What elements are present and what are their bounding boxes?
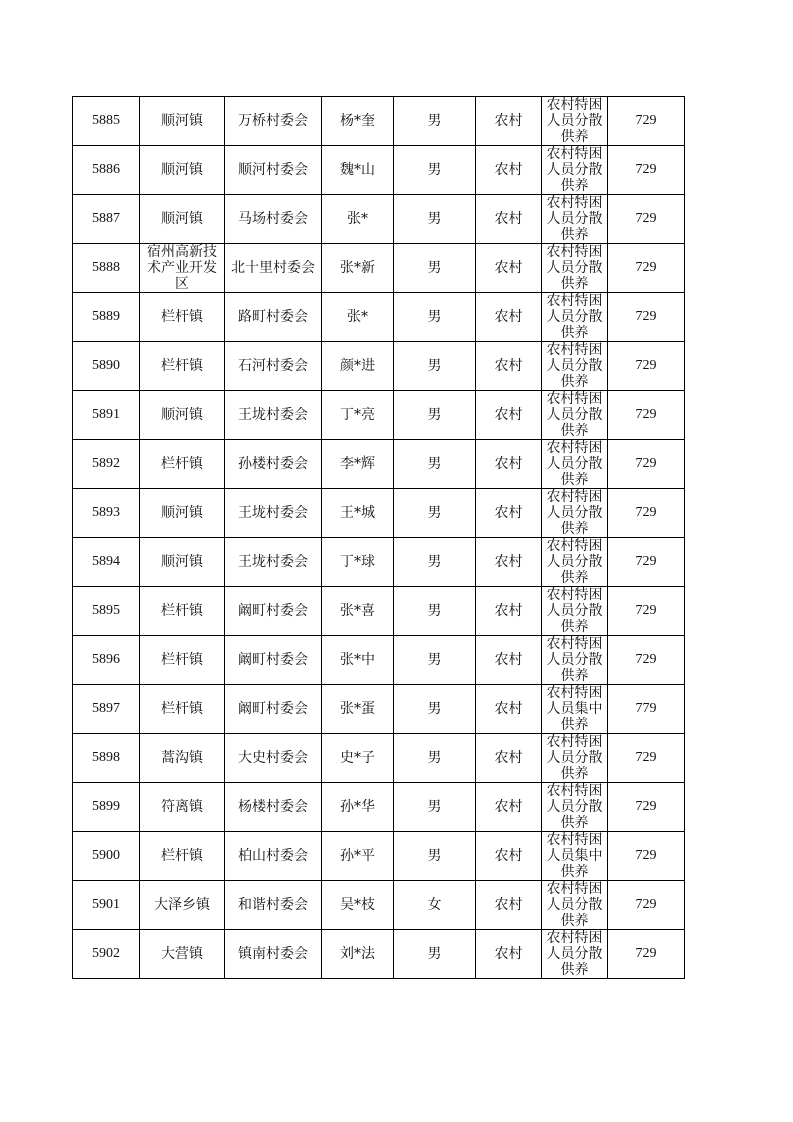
cell-town-text: 栏杆镇 xyxy=(161,309,203,325)
cell-person-name: 丁*球 xyxy=(322,538,394,587)
cell-gender: 男 xyxy=(394,832,476,881)
cell-gender: 男 xyxy=(394,685,476,734)
cell-area-type: 农村 xyxy=(476,587,542,636)
cell-serial-number: 5900 xyxy=(73,832,140,881)
cell-amount: 729 xyxy=(608,881,685,930)
cell-gender: 男 xyxy=(394,587,476,636)
cell-gender: 男 xyxy=(394,489,476,538)
cell-village: 杨楼村委会 xyxy=(225,783,322,832)
cell-town-text: 顺河镇 xyxy=(161,407,203,423)
table-row xyxy=(73,391,685,440)
cell-area-type: 农村 xyxy=(476,195,542,244)
cell-town-text: 顺河镇 xyxy=(161,113,203,129)
cell-village: 镇南村委会 xyxy=(225,930,322,979)
cell-gender: 男 xyxy=(394,342,476,391)
cell-village: 路町村委会 xyxy=(225,293,322,342)
cell-person-name: 张*蛋 xyxy=(322,685,394,734)
cell-village: 顺河村委会 xyxy=(225,146,322,195)
cell-support-category-text: 农村特困人员分散供养 xyxy=(546,734,603,782)
cell-support-category-text: 农村特困人员分散供养 xyxy=(546,587,603,635)
cell-person-name: 魏*山 xyxy=(322,146,394,195)
cell-town xyxy=(140,538,225,587)
cell-town xyxy=(140,146,225,195)
cell-amount: 729 xyxy=(608,97,685,146)
cell-town xyxy=(140,97,225,146)
table-row xyxy=(73,97,685,146)
cell-gender: 男 xyxy=(394,538,476,587)
cell-support-category-text: 农村特困人员分散供养 xyxy=(546,538,603,586)
cell-village: 石河村委会 xyxy=(225,342,322,391)
cell-support-category-text: 农村特困人员分散供养 xyxy=(546,342,603,390)
cell-town xyxy=(140,930,225,979)
cell-support-category xyxy=(542,440,608,489)
cell-town-text: 栏杆镇 xyxy=(161,701,203,717)
table-row xyxy=(73,146,685,195)
cell-support-category xyxy=(542,97,608,146)
cell-gender: 男 xyxy=(394,244,476,293)
cell-area-type: 农村 xyxy=(476,783,542,832)
cell-person-name: 杨*奎 xyxy=(322,97,394,146)
cell-gender: 男 xyxy=(394,146,476,195)
cell-town-text: 蒿沟镇 xyxy=(161,750,203,766)
cell-area-type: 农村 xyxy=(476,97,542,146)
cell-amount: 729 xyxy=(608,538,685,587)
cell-gender: 男 xyxy=(394,636,476,685)
cell-person-name: 丁*亮 xyxy=(322,391,394,440)
cell-town xyxy=(140,195,225,244)
cell-support-category-text: 农村特困人员分散供养 xyxy=(546,244,603,292)
cell-town xyxy=(140,685,225,734)
cell-village: 阚町村委会 xyxy=(225,636,322,685)
cell-support-category xyxy=(542,391,608,440)
cell-area-type: 农村 xyxy=(476,391,542,440)
cell-support-category xyxy=(542,685,608,734)
cell-amount: 729 xyxy=(608,342,685,391)
cell-person-name: 史*子 xyxy=(322,734,394,783)
cell-support-category xyxy=(542,244,608,293)
cell-amount: 729 xyxy=(608,587,685,636)
cell-support-category xyxy=(542,293,608,342)
cell-person-name: 孙*平 xyxy=(322,832,394,881)
cell-support-category xyxy=(542,881,608,930)
cell-area-type: 农村 xyxy=(476,734,542,783)
cell-amount: 729 xyxy=(608,783,685,832)
cell-gender: 女 xyxy=(394,881,476,930)
cell-town xyxy=(140,587,225,636)
cell-amount: 729 xyxy=(608,244,685,293)
cell-area-type: 农村 xyxy=(476,440,542,489)
cell-serial-number: 5902 xyxy=(73,930,140,979)
table-row xyxy=(73,538,685,587)
cell-town-text: 栏杆镇 xyxy=(161,848,203,864)
cell-person-name: 吴*枝 xyxy=(322,881,394,930)
cell-person-name: 刘*法 xyxy=(322,930,394,979)
cell-support-category-text: 农村特困人员分散供养 xyxy=(546,636,603,684)
cell-village: 阚町村委会 xyxy=(225,587,322,636)
cell-village: 阚町村委会 xyxy=(225,685,322,734)
cell-support-category xyxy=(542,489,608,538)
cell-person-name: 李*辉 xyxy=(322,440,394,489)
cell-serial-number: 5888 xyxy=(73,244,140,293)
cell-serial-number: 5890 xyxy=(73,342,140,391)
cell-support-category-text: 农村特困人员分散供养 xyxy=(546,783,603,831)
cell-town-text: 顺河镇 xyxy=(161,505,203,521)
cell-town-text: 顺河镇 xyxy=(161,211,203,227)
cell-support-category xyxy=(542,832,608,881)
cell-town-text: 顺河镇 xyxy=(161,554,203,570)
cell-town xyxy=(140,636,225,685)
cell-village: 北十里村委会 xyxy=(225,244,322,293)
table-row xyxy=(73,930,685,979)
cell-support-category xyxy=(542,342,608,391)
cell-gender: 男 xyxy=(394,734,476,783)
cell-town-text: 栏杆镇 xyxy=(161,652,203,668)
cell-gender: 男 xyxy=(394,97,476,146)
cell-support-category-text: 农村特困人员集中供养 xyxy=(546,832,603,880)
cell-serial-number: 5893 xyxy=(73,489,140,538)
cell-serial-number: 5889 xyxy=(73,293,140,342)
cell-area-type: 农村 xyxy=(476,489,542,538)
cell-town xyxy=(140,440,225,489)
cell-support-category-text: 农村特困人员分散供养 xyxy=(546,930,603,978)
cell-town-text: 顺河镇 xyxy=(161,162,203,178)
cell-support-category-text: 农村特困人员分散供养 xyxy=(546,146,603,194)
cell-gender: 男 xyxy=(394,930,476,979)
cell-village: 孙楼村委会 xyxy=(225,440,322,489)
cell-village: 王垅村委会 xyxy=(225,489,322,538)
cell-village: 和谐村委会 xyxy=(225,881,322,930)
cell-amount: 729 xyxy=(608,440,685,489)
cell-gender: 男 xyxy=(394,293,476,342)
cell-town xyxy=(140,783,225,832)
cell-area-type: 农村 xyxy=(476,636,542,685)
cell-serial-number: 5901 xyxy=(73,881,140,930)
cell-support-category-text: 农村特困人员分散供养 xyxy=(546,391,603,439)
cell-town-text: 栏杆镇 xyxy=(161,603,203,619)
cell-support-category-text: 农村特困人员集中供养 xyxy=(546,685,603,733)
table-row xyxy=(73,685,685,734)
cell-person-name: 张*喜 xyxy=(322,587,394,636)
cell-serial-number: 5892 xyxy=(73,440,140,489)
cell-support-category-text: 农村特困人员分散供养 xyxy=(546,440,603,488)
cell-amount: 729 xyxy=(608,146,685,195)
cell-town xyxy=(140,734,225,783)
cell-town-text: 大营镇 xyxy=(161,946,203,962)
cell-person-name: 张* xyxy=(322,195,394,244)
cell-amount: 729 xyxy=(608,832,685,881)
cell-serial-number: 5886 xyxy=(73,146,140,195)
cell-town-text: 栏杆镇 xyxy=(161,456,203,472)
cell-amount: 779 xyxy=(608,685,685,734)
cell-town xyxy=(140,391,225,440)
cell-support-category xyxy=(542,146,608,195)
cell-serial-number: 5899 xyxy=(73,783,140,832)
cell-serial-number: 5898 xyxy=(73,734,140,783)
cell-area-type: 农村 xyxy=(476,342,542,391)
cell-serial-number: 5896 xyxy=(73,636,140,685)
data-table xyxy=(72,96,685,979)
cell-person-name: 张*中 xyxy=(322,636,394,685)
cell-area-type: 农村 xyxy=(476,881,542,930)
cell-area-type: 农村 xyxy=(476,293,542,342)
table-row xyxy=(73,489,685,538)
cell-area-type: 农村 xyxy=(476,244,542,293)
cell-village: 王垅村委会 xyxy=(225,391,322,440)
cell-amount: 729 xyxy=(608,293,685,342)
cell-support-category-text: 农村特困人员分散供养 xyxy=(546,881,603,929)
cell-town xyxy=(140,489,225,538)
cell-support-category xyxy=(542,930,608,979)
cell-amount: 729 xyxy=(608,195,685,244)
cell-serial-number: 5885 xyxy=(73,97,140,146)
cell-support-category xyxy=(542,587,608,636)
cell-support-category-text: 农村特困人员分散供养 xyxy=(546,489,603,537)
cell-gender: 男 xyxy=(394,195,476,244)
cell-person-name: 张* xyxy=(322,293,394,342)
cell-village: 万桥村委会 xyxy=(225,97,322,146)
cell-serial-number: 5891 xyxy=(73,391,140,440)
table-row xyxy=(73,195,685,244)
cell-village: 马场村委会 xyxy=(225,195,322,244)
cell-amount: 729 xyxy=(608,930,685,979)
cell-town-text: 宿州高新技术产业开发区 xyxy=(147,244,217,292)
cell-support-category xyxy=(542,636,608,685)
cell-support-category-text: 农村特困人员分散供养 xyxy=(546,293,603,341)
cell-amount: 729 xyxy=(608,734,685,783)
data-table-container xyxy=(72,96,685,979)
cell-support-category-text: 农村特困人员分散供养 xyxy=(546,97,603,145)
cell-gender: 男 xyxy=(394,391,476,440)
cell-serial-number: 5887 xyxy=(73,195,140,244)
cell-area-type: 农村 xyxy=(476,930,542,979)
cell-person-name: 张*新 xyxy=(322,244,394,293)
table-row xyxy=(73,636,685,685)
table-row xyxy=(73,881,685,930)
cell-area-type: 农村 xyxy=(476,832,542,881)
cell-town-text: 符离镇 xyxy=(161,799,203,815)
table-body xyxy=(73,97,685,979)
cell-support-category xyxy=(542,734,608,783)
cell-town xyxy=(140,832,225,881)
cell-town xyxy=(140,293,225,342)
cell-serial-number: 5894 xyxy=(73,538,140,587)
cell-town xyxy=(140,244,225,293)
cell-support-category xyxy=(542,783,608,832)
cell-area-type: 农村 xyxy=(476,685,542,734)
table-row xyxy=(73,244,685,293)
cell-town xyxy=(140,342,225,391)
cell-support-category-text: 农村特困人员分散供养 xyxy=(546,195,603,243)
cell-amount: 729 xyxy=(608,636,685,685)
cell-gender: 男 xyxy=(394,783,476,832)
table-row xyxy=(73,293,685,342)
table-row xyxy=(73,342,685,391)
cell-village: 柏山村委会 xyxy=(225,832,322,881)
cell-amount: 729 xyxy=(608,391,685,440)
cell-support-category xyxy=(542,538,608,587)
table-row xyxy=(73,587,685,636)
table-row xyxy=(73,734,685,783)
cell-town-text: 大泽乡镇 xyxy=(154,897,210,913)
cell-gender: 男 xyxy=(394,440,476,489)
cell-village: 大史村委会 xyxy=(225,734,322,783)
cell-serial-number: 5895 xyxy=(73,587,140,636)
cell-town-text: 栏杆镇 xyxy=(161,358,203,374)
cell-area-type: 农村 xyxy=(476,538,542,587)
cell-person-name: 颜*进 xyxy=(322,342,394,391)
cell-serial-number: 5897 xyxy=(73,685,140,734)
cell-amount: 729 xyxy=(608,489,685,538)
table-row xyxy=(73,832,685,881)
cell-area-type: 农村 xyxy=(476,146,542,195)
table-row xyxy=(73,440,685,489)
cell-person-name: 孙*华 xyxy=(322,783,394,832)
cell-town xyxy=(140,881,225,930)
cell-village: 王垅村委会 xyxy=(225,538,322,587)
cell-person-name: 王*城 xyxy=(322,489,394,538)
cell-support-category xyxy=(542,195,608,244)
table-row xyxy=(73,783,685,832)
